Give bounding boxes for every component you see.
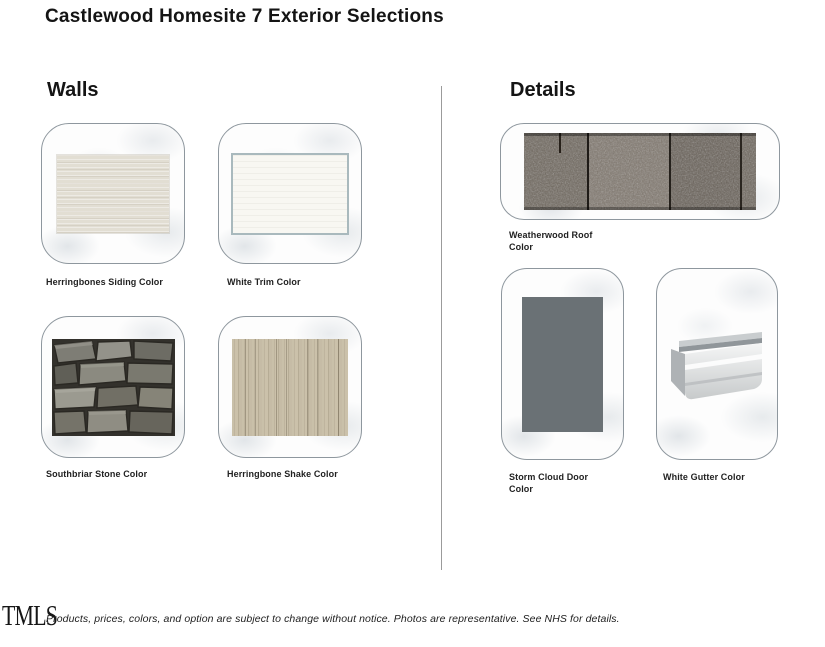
gutter-label: White Gutter Color bbox=[663, 472, 745, 482]
walls-section-heading: Walls bbox=[47, 79, 99, 101]
door-color-swatch bbox=[522, 297, 603, 432]
door-color-card bbox=[501, 268, 624, 460]
roof-color-card bbox=[500, 123, 780, 220]
page-title: Castlewood Homesite 7 Exterior Selections bbox=[45, 6, 444, 27]
gutter-swatch bbox=[665, 321, 769, 407]
door-label: Storm Cloud Door Color bbox=[509, 472, 589, 494]
stone-label: Southbriar Stone Color bbox=[46, 469, 148, 479]
gutter-color-card bbox=[656, 268, 778, 460]
trim-label: White Trim Color bbox=[227, 277, 301, 287]
shake-swatch bbox=[232, 339, 348, 436]
stone-swatch bbox=[52, 339, 175, 436]
roof-label: Weatherwood Roof Color bbox=[509, 230, 593, 252]
section-divider bbox=[441, 86, 442, 570]
tmls-logo: TMLS bbox=[2, 601, 58, 632]
shake-color-card bbox=[218, 316, 362, 458]
trim-color-card bbox=[218, 123, 362, 264]
roof-shingle-swatch bbox=[524, 133, 756, 210]
details-section-heading: Details bbox=[510, 79, 576, 101]
siding-label: Herringbones Siding Color bbox=[46, 277, 164, 287]
siding-swatch bbox=[57, 155, 169, 233]
trim-swatch bbox=[231, 153, 349, 235]
stone-color-card bbox=[41, 316, 185, 458]
footer-disclaimer: Products, prices, colors, and option are subject to change without notice. Photos are representative. See NHS for details. bbox=[46, 613, 620, 625]
shake-label: Herringbone Shake Color bbox=[227, 469, 338, 479]
siding-color-card bbox=[41, 123, 185, 264]
